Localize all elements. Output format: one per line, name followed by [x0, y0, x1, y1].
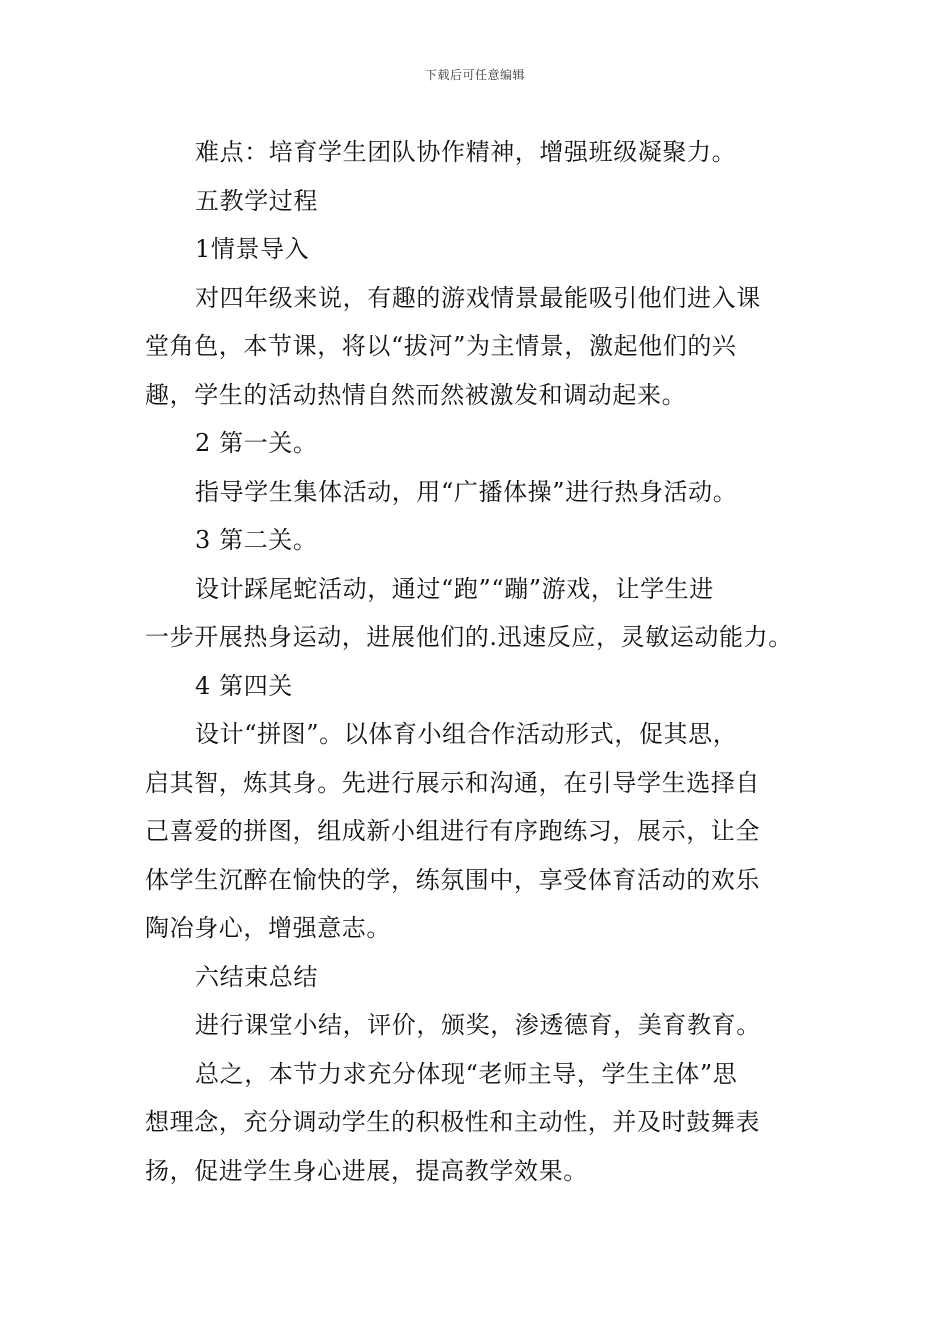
paragraph-line: 体学生沉醉在愉快的学，练氛围中，享受体育活动的欢乐	[145, 865, 760, 894]
paragraph-line: 难点：培育学生团队协作精神，增强班级凝聚力。	[195, 138, 737, 166]
page-header: 下载后可任意编辑	[424, 68, 525, 82]
subsection-heading: 4 第四关	[195, 671, 293, 700]
paragraph-line: 对四年级来说，有趣的游戏情景最能吸引他们进入课	[195, 283, 761, 312]
paragraph-line: 一步开展热身运动，进展他们的.迅速反应，灵敏运动能力。	[145, 623, 793, 651]
paragraph-line: 扬，促进学生身心进展，提高教学效果。	[145, 1156, 588, 1185]
document-body	[145, 128, 810, 1195]
paragraph-line: 己喜爱的拼图，组成新小组进行有序跑练习，展示，让全	[145, 817, 760, 845]
subsection-heading: 2 第一关。	[195, 429, 318, 457]
subsection-heading: 1情景导入	[195, 235, 310, 263]
paragraph-line: 设计踩尾蛇活动，通过“跑”“蹦”游戏，让学生进	[195, 574, 714, 603]
paragraph-line: 总之，本节力求充分体现“老师主导，学生主体”思	[195, 1059, 738, 1088]
paragraph-line: 启其智，炼其身。先进行展示和沟通，在引导学生选择自	[145, 768, 760, 797]
subsection-heading: 3 第二关。	[195, 526, 318, 554]
paragraph-line: 进行课堂小结，评价，颁奖，渗透德育，美育教育。	[195, 1011, 761, 1039]
paragraph-line: 想理念，充分调动学生的积极性和主动性，并及时鼓舞表	[145, 1108, 760, 1136]
paragraph-line: 陶冶身心，增强意志。	[145, 914, 391, 942]
section-heading: 五教学过程	[195, 186, 318, 215]
paragraph-line: 指导学生集体活动，用“广播体操”进行热身活动。	[195, 477, 738, 506]
section-heading: 六结束总结	[195, 962, 318, 991]
paragraph-line: 趣，学生的活动热情自然而然被激发和调动起来。	[145, 380, 687, 409]
paragraph-line: 设计“拼图”。以体育小组合作活动形式，促其思，	[195, 720, 738, 748]
paragraph-line: 堂角色，本节课，将以“拔河”为主情景，激起他们的兴	[145, 332, 737, 360]
